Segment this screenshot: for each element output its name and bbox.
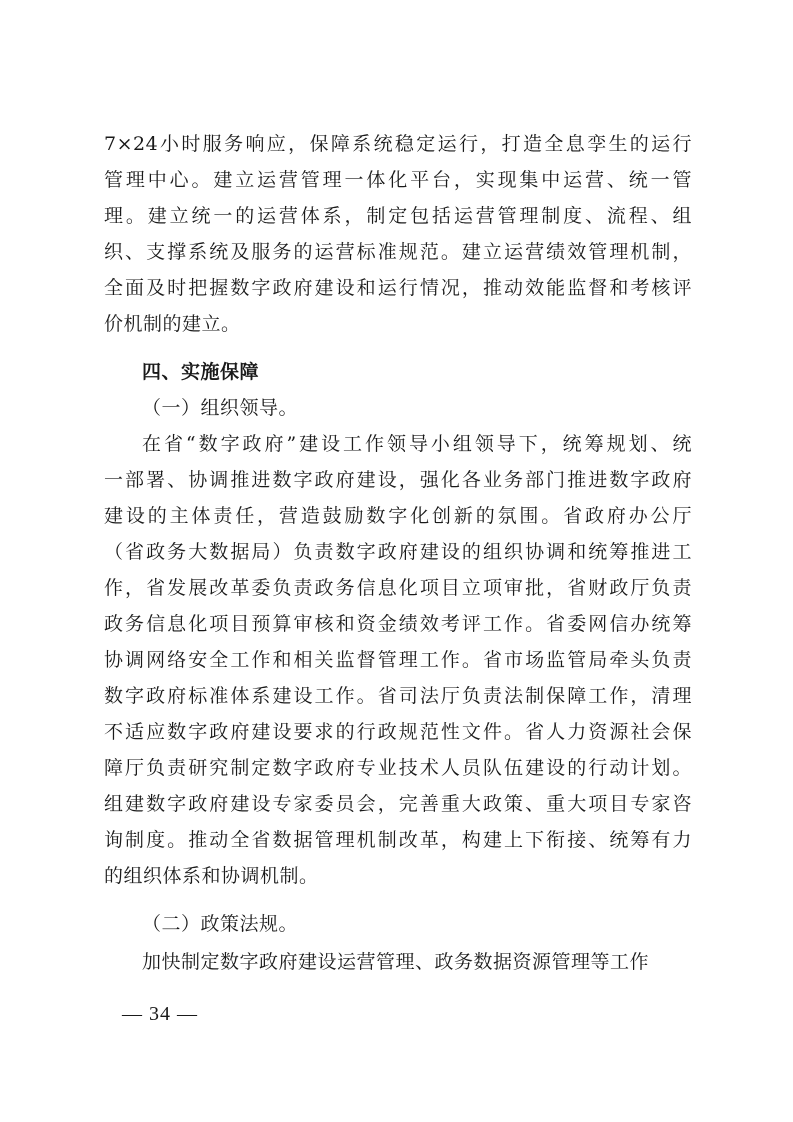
paragraph-line: 全面及时把握数字政府建设和运行情况，推动效能监督和考核评 [104, 277, 692, 299]
paragraph-line: 在省“数字政府”建设工作领导小组领导下，统筹规划、统 [142, 433, 692, 455]
paragraph-line: 协调网络安全工作和相关监督管理工作。省市场监管局牵头负责 [104, 649, 692, 671]
paragraph-line: 7×24小时服务响应，保障系统稳定运行，打造全息孪生的运行 [104, 133, 692, 155]
paragraph-line: 建设的主体责任，营造鼓励数字化创新的氛围。省政府办公厅 [104, 505, 692, 527]
paragraph-line: 组建数字政府建设专家委员会，完善重大政策、重大项目专家咨 [104, 793, 692, 815]
paragraph-line: 的组织体系和协调机制。 [104, 865, 319, 887]
paragraph-line: 管理中心。建立运营管理一体化平台，实现集中运营、统一管 [104, 169, 692, 191]
paragraph-line: 询制度。推动全省数据管理机制改革，构建上下衔接、统筹有力 [104, 829, 692, 851]
paragraph-line: 政务信息化项目预算审核和资金绩效考评工作。省委网信办统筹 [104, 613, 692, 635]
paragraph-line: （省政务大数据局）负责数字政府建设的组织协调和统筹推进工 [104, 541, 692, 563]
paragraph-line: 作，省发展改革委负责政务信息化项目立项审批，省财政厅负责 [104, 577, 692, 599]
paragraph-line: 一部署、协调推进数字政府建设，强化各业务部门推进数字政府 [104, 469, 692, 491]
paragraph-line: 织、支撑系统及服务的运营标准规范。建立运营绩效管理机制， [104, 241, 692, 263]
page-number: — 34 — [122, 1003, 198, 1025]
paragraph-line: 加快制定数字政府建设运营管理、政务数据资源管理等工作 [142, 951, 650, 973]
paragraph-line: 不适应数字政府建设要求的行政规范性文件。省人力资源社会保 [104, 721, 692, 743]
paragraph-line: 障厅负责研究制定数字政府专业技术人员队伍建设的行动计划。 [104, 757, 692, 779]
paragraph-line: 理。建立统一的运营体系，制定包括运营管理制度、流程、组 [104, 205, 692, 227]
subsection-heading: （一）组织领导。 [142, 397, 299, 419]
subsection-heading: （二）政策法规。 [142, 913, 299, 935]
paragraph-line: 数字政府标准体系建设工作。省司法厅负责法制保障工作，清理 [104, 685, 692, 707]
section-heading: 四、实施保障 [142, 361, 260, 383]
paragraph-line: 价机制的建立。 [104, 313, 241, 335]
